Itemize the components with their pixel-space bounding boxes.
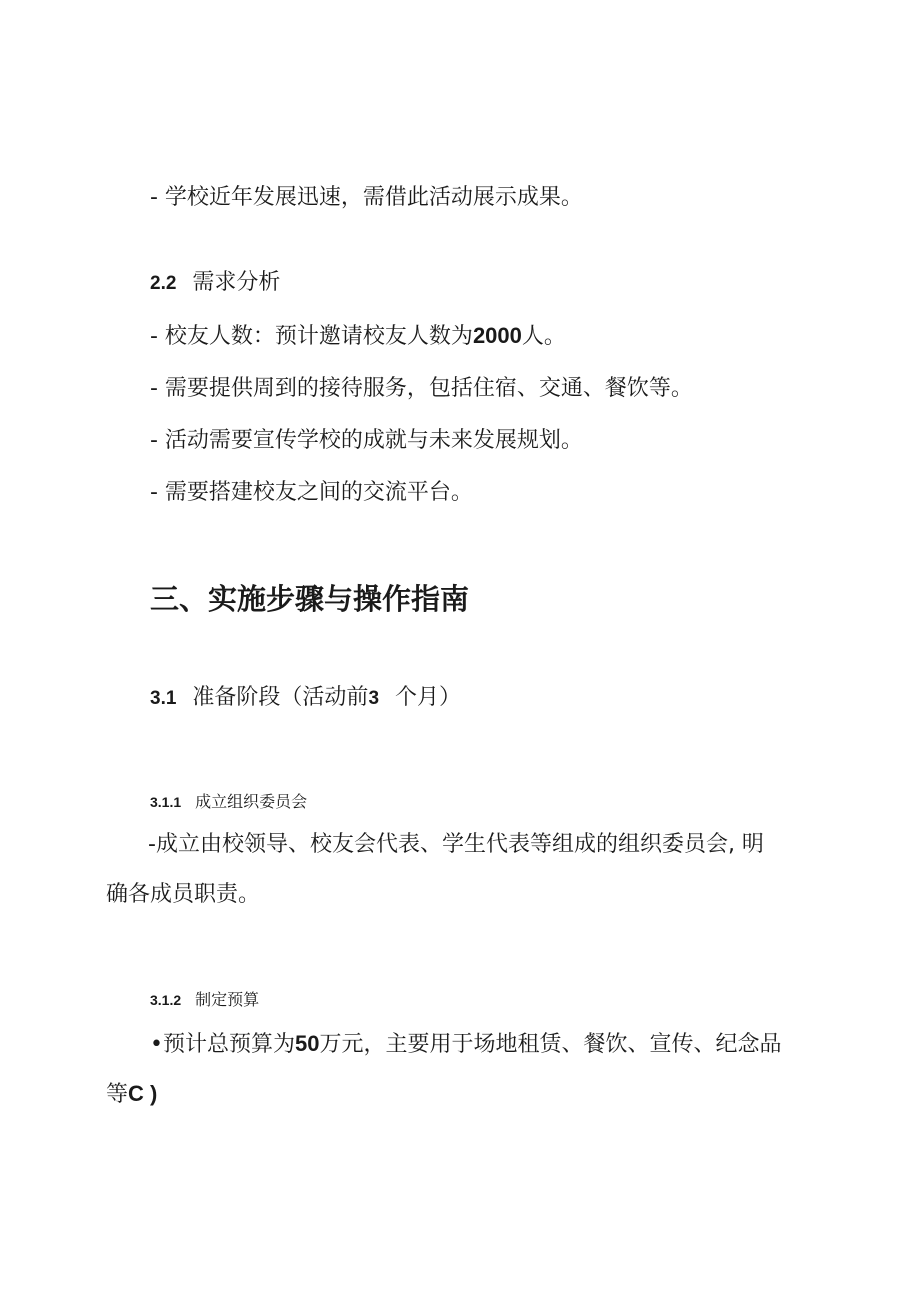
bullet-text-end: 人。 [521,324,566,349]
heading-needs-analysis [150,268,280,299]
budget-end-marks: C ) [128,1081,158,1106]
budget-paragraph-line1 [150,1029,781,1060]
subsection-title: 制定预算 [195,990,260,1009]
chapter-heading: 三、实施步骤与操作指南 [150,582,470,616]
alumni-count-value: 2000 [472,323,522,348]
bullet-reception-service: - 需要提供周到的接待服务，包括住宿、交通、餐饮等。 [150,376,693,401]
committee-paragraph-line2: 确各成员职责。 [106,882,261,907]
budget-paragraph-line2 [106,1079,157,1110]
heading-preparation-stage [150,683,461,714]
bullet-exchange-platform: - 需要搭建校友之间的交流平台。 [150,480,473,505]
budget-value: 50 [294,1031,320,1056]
section-title: 需求分析 [192,270,281,295]
bullet-development-showcase: - 学校近年发展迅速，需借此活动展示成果。 [150,185,583,210]
committee-paragraph-line1: -成立由校领导、校友会代表、学生代表等组成的组织委员会, 明 [148,832,764,857]
bullet-promotion: - 活动需要宣传学校的成就与未来发展规划。 [150,428,583,453]
budget-text: 等 [106,1082,129,1107]
subsection-number: 3.1.1 [150,794,182,810]
heading-budget [150,988,259,1012]
heading-committee [150,790,307,814]
budget-text: •预计总预算为 [150,1032,295,1057]
months-value: 3 [368,688,380,709]
section-title-end: 个月） [395,685,462,710]
bullet-text: - 校友人数：预计邀请校友人数为 [150,324,473,349]
section-number: 3.1 [150,688,177,709]
subsection-title: 成立组织委员会 [195,792,308,811]
budget-text-end: 万元，主要用于场地租赁、餐饮、宣传、纪念品 [319,1032,782,1057]
section-title: 准备阶段（活动前 [192,685,369,710]
subsection-number: 3.1.2 [150,992,182,1008]
bullet-alumni-count [150,321,566,352]
section-number: 2.2 [150,273,177,294]
